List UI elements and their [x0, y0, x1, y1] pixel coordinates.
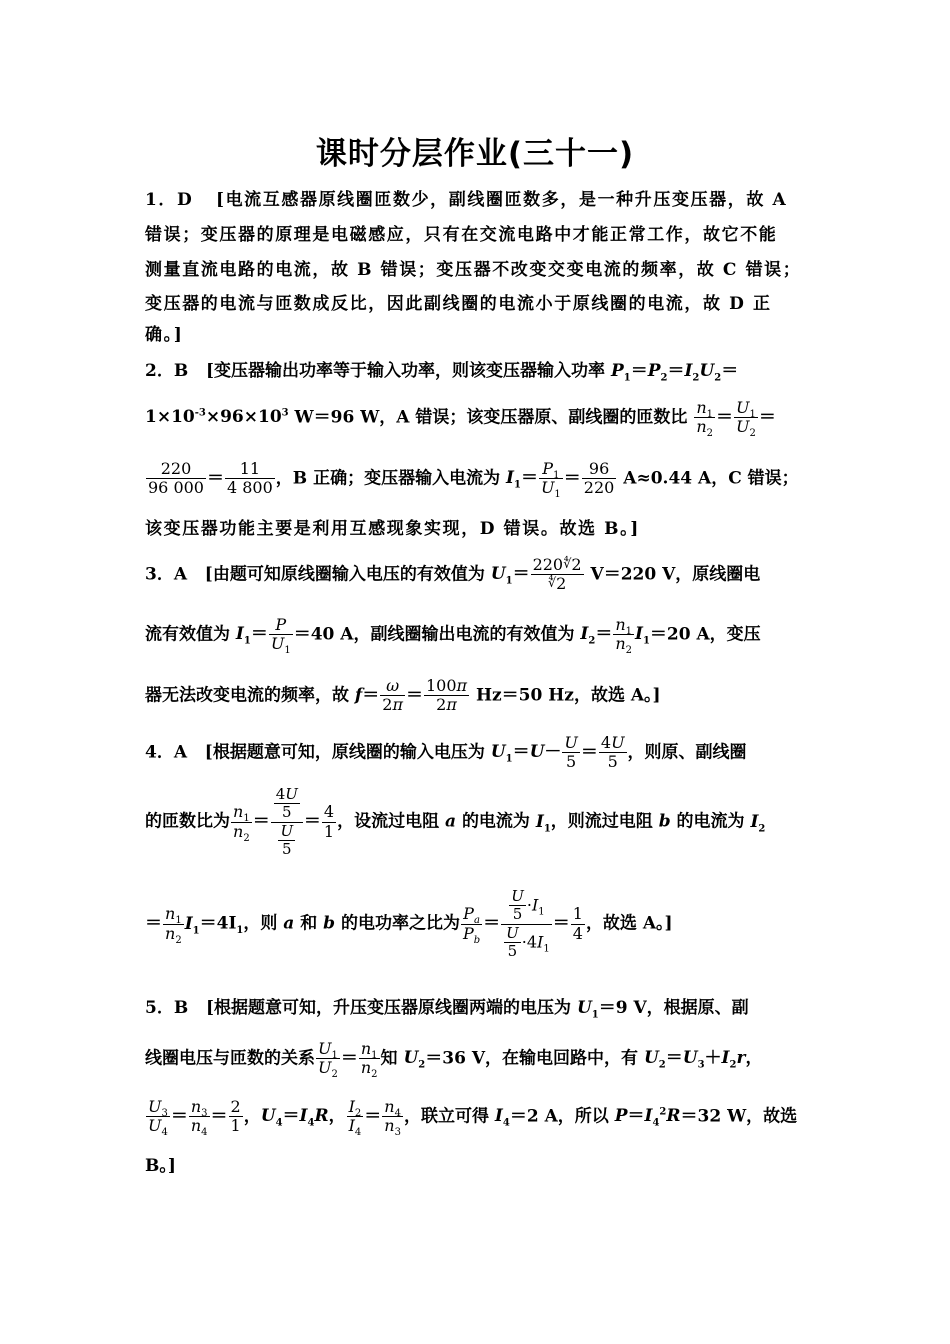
q3-frac-n1-n2: $\frac{n_1}{n_2}$	[615, 615, 632, 657]
q4-var-b: b	[658, 811, 671, 832]
q3-line-3: 器无法改变电流的频率，故 f＝ $\frac{\omega}{2\pi}$ ＝ $\frac{100\pi}{2\pi}$ Hz＝50 Hz，故选 A。]	[145, 676, 661, 715]
q3-text-3: 流有效值为	[145, 624, 230, 645]
q4-text-10: 和	[300, 913, 318, 934]
q1-number: 1．D	[145, 190, 194, 210]
q4-text-7: 的电流为	[676, 811, 745, 832]
q3-frac-voltage: $\frac{220∜2}{∜2}$	[532, 555, 582, 594]
q4-var-b-b: b	[323, 913, 336, 934]
q4-text-12: ，故选 A。]	[585, 913, 673, 934]
q2-formula-current: $I_1=$	[506, 468, 538, 491]
q5-formula-p: $P=I_4^2R$	[614, 1106, 681, 1129]
q3-formula-f: f＝	[354, 685, 380, 706]
q4-frac-4-1: $\frac{4}{1}$	[323, 802, 335, 841]
q5-frac-n3-n4: $\frac{n_3}{n_4}$	[190, 1097, 208, 1139]
q1-line-1	[145, 192, 787, 209]
q4-frac-n1-n2-b: $\frac{n_1}{n_2}$	[165, 904, 182, 946]
q3-text-7: Hz＝50 Hz，故选 A。]	[475, 685, 661, 706]
q2-frac-220-96000: $\frac{220}{96 000}$	[148, 459, 204, 498]
q4-frac-compound: $\frac{\frac{4U}{5}}{\frac{U}{5}}$	[271, 786, 303, 858]
q5-text-5: ＝36 V，在输电回路中，有	[425, 1048, 639, 1069]
q2-frac-11-4800: $\frac{11}{4 800}$	[226, 459, 273, 498]
q2-line-4: 该变压器功能主要是利用互感现象实现，D 错误。故选 B。]	[145, 519, 640, 539]
q5-formula-loop: $U_2=U_3+I_2r$，	[643, 1048, 763, 1071]
q4-text-2: ，则原、副线圈	[627, 742, 747, 763]
q4-line-1: 4．A [根据题意可知，原线圈的输入电压为 $U_1=U-$ $\frac{U}{5}$ ＝ $\frac{4U}{5}$ ，则原、副线圈	[145, 733, 747, 772]
q4-frac-1-4: $\frac{1}{4}$	[572, 904, 583, 943]
q5-line-3: $\frac{U_3}{U_4}$ ＝ $\frac{n_3}{n_4}$ ＝ $\frac{2}{1}$ ，$U_4=I_4R$， $\frac{I_2}{I_4}$ ＝ $\frac{n_4}{n_3}$ ，联立可得 $I_4=2$ A，所以 $P=I_4^2R=32$ W，故选	[148, 1097, 798, 1139]
q5-text-8: ＝32 W，故选	[680, 1106, 798, 1127]
q4-var-i1: $I_1$	[535, 811, 551, 834]
q2-number: 2．B	[145, 361, 189, 381]
q5-frac-u3-u4: $\frac{U_3}{U_4}$	[148, 1097, 168, 1139]
q2-text-4: A≈0.44 A，C 错误；	[623, 468, 799, 489]
q5-text-3: 线圈电压与匝数的关系	[145, 1048, 315, 1069]
q5-text-4: 知	[380, 1048, 398, 1069]
page-title: 课时分层作业(三十一)	[315, 136, 635, 172]
q3-formula-i1: $I_1=$	[235, 624, 268, 647]
q3-formula-i1-b: $I_1$	[635, 624, 650, 647]
q3-line-2	[145, 615, 761, 657]
q5-formula-u4: $U_4=I_4R$，	[260, 1106, 346, 1129]
q5-text-7: ＝2 A，所以	[509, 1106, 609, 1127]
q5-frac-n1-n2: $\frac{n_1}{n_2}$	[360, 1039, 378, 1081]
q5-frac-n4-n3: $\frac{n_4}{n_3}$	[384, 1097, 401, 1139]
q2-formula-value: $1\times 10^{-3}\times 96\times 10^3$	[145, 407, 289, 428]
q4-text-3: 的匝数比为	[145, 811, 230, 832]
q4-text-6: ，则流过电阻	[550, 811, 653, 832]
q5-formula-i4: $I_4$	[494, 1106, 510, 1129]
q5-number: 5．B	[145, 998, 189, 1018]
q5-line-1	[145, 998, 749, 1021]
q5-frac-2-1: $\frac{2}{1}$	[230, 1097, 241, 1136]
q3-text-4: ＝40 A，副线圈输出电流的有效值为	[293, 624, 575, 645]
q2-frac-n1-n2: $\frac{n_1}{n_2}$	[696, 398, 714, 440]
q4-frac-pa-pb: $\frac{P_a}{P_b}$	[462, 904, 481, 946]
q5-line-4: B。]	[145, 1156, 176, 1176]
q2-formula-power: $P_1=P_2=I_2U_2=$	[610, 361, 739, 384]
q4-formula-u1: $U_1=U-$	[490, 742, 562, 765]
q4-var-i2: $I_2$	[750, 811, 766, 834]
q4-line-3: ＝ $\frac{n_1}{n_2}$ $I_1=4I_1$，则 a 和 b 的电功率之比为 $\frac{P_a}{P_b}$ ＝ $\frac{U}{5}$ $\cdot I_1$ $\frac{U}{5}$ $\cdot 4I_1$ ＝ $\frac{1}{4}$ ，故选 A。]	[145, 887, 673, 960]
q5-frac-u1-u2: $\frac{U_1}{U_2}$	[318, 1039, 338, 1081]
q5-text-2: ＝9 V，根据原、副	[598, 998, 749, 1018]
q1-line-4: 变压器的电流与匝数成反比，因此副线圈的电流小于原线圈的电流，故 D 正	[145, 294, 772, 314]
q5-text-6: ，联立可得	[403, 1106, 489, 1127]
q3-text-1: [由题可知原线圈输入电压的有效值为	[204, 564, 485, 585]
q1-line-2: 错误；变压器的原理是电磁感应，只有在交流电路中才能正常工作，故它不能	[145, 225, 778, 245]
q2-line-1	[145, 361, 739, 384]
q4-var-i1-b: $I_1$	[184, 913, 200, 936]
q3-text-6: 器无法改变电流的频率，故	[145, 685, 349, 706]
q5-line-2: 线圈电压与匝数的关系 $\frac{U_1}{U_2}$ ＝ $\frac{n_1}{n_2}$ 知 $U_2=36$ V，在输电回路中，有 $U_2=U_3+I_2r$，	[145, 1039, 763, 1081]
q4-number: 4．A	[145, 742, 188, 763]
q2-line-2: $1\times 10^{-3}\times 96\times 10^3$ W＝96 W，A 错误；该变压器原、副线圈的匝数比 $\frac{n_1}{n_2}$ ＝ $\frac{U_1}{U_2}$ ＝	[145, 398, 776, 440]
q3-formula-u1: $U_1=$	[490, 564, 530, 587]
q3-frac-100pi: $\frac{100\pi}{2\pi}$	[425, 676, 468, 715]
q2-frac-u1-u2: $\frac{U_1}{U_2}$	[736, 398, 756, 440]
q3-formula-i2: $I_2=$	[580, 624, 613, 647]
q4-text-4: ，设流过电阻	[337, 811, 440, 832]
q2-text-2: W＝96 W，A 错误；该变压器原、副线圈的匝数比	[294, 407, 688, 428]
q4-var-a-b: a	[283, 913, 295, 934]
q2-frac-96-220: $\frac{96}{220}$	[583, 459, 615, 498]
q4-var-a: a	[445, 811, 457, 832]
q3-number: 3．A	[145, 564, 188, 585]
q4-text-8: ＝4I	[199, 913, 237, 934]
q4-text-1: [根据题意可知，原线圈的输入电压为	[204, 742, 485, 763]
q3-frac-omega: $\frac{\omega}{2\pi}$	[382, 676, 403, 715]
q5-formula-u1: $U_1$	[576, 998, 599, 1021]
q5-frac-i2-i4: $\frac{I_2}{I_4}$	[348, 1097, 362, 1139]
q4-frac-u-5: $\frac{U}{5}$	[564, 733, 578, 772]
q4-frac-power-compound: $\frac{U}{5}$ $\cdot I_1$ $\frac{U}{5}$ $\cdot 4I_1$	[501, 888, 552, 960]
q4-text-11: 的电功率之比为	[340, 913, 460, 934]
q4-frac-4u-5: $\frac{4U}{5}$	[600, 733, 625, 772]
q3-text-2: V＝220 V，原线圈电	[590, 564, 761, 585]
q3-text-5: ＝20 A，变压	[649, 624, 761, 645]
q2-text-3: ，B 正确；变压器输入电流为	[275, 468, 501, 489]
q4-line-2: 的匝数比为 $\frac{n_1}{n_2}$ ＝ $\frac{\frac{4U}{5}}{\frac{U}{5}}$ ＝ $\frac{4}{1}$ ，设流过电阻 a 的电流为 $I_1$，则流过电阻 b 的电流为 $I_2$	[145, 785, 766, 858]
q1-line-5: 确。]	[145, 325, 184, 345]
q3-line-1	[145, 556, 760, 594]
q5-text-1: [根据题意可知，升压变压器原线圈两端的电压为	[205, 998, 572, 1018]
q4-text-5: 的电流为	[461, 811, 530, 832]
q1-line-3: 测量直流电路的电流，故 B 错误；变压器不改变交变电流的频率，故 C 错误；	[145, 260, 802, 280]
q1-text-1: [电流互感器原线圈匝数少，副线圈匝数多，是一种升压变压器，故 A	[215, 190, 788, 210]
q4-text-9: ，则	[243, 913, 278, 934]
q5-formula-u2: $U_2$	[403, 1048, 426, 1071]
q4-frac-n1-n2: $\frac{n_1}{n_2}$	[233, 802, 250, 844]
q2-text-1: [变压器输出功率等于输入功率，则该变压器输入功率	[205, 361, 606, 381]
q2-line-3: $\frac{220}{96 000}$ ＝ $\frac{11}{4 800}$ ，B 正确；变压器输入电流为 $I_1=$ $\frac{P_1}{U_1}$ ＝ $\frac{96}{220}$ A≈0.44 A，C 错误；	[148, 459, 799, 501]
q3-frac-p-u1: $\frac{P}{U_1}$	[270, 615, 291, 657]
q2-frac-p1-u1: $\frac{P_1}{U_1}$	[540, 459, 561, 501]
